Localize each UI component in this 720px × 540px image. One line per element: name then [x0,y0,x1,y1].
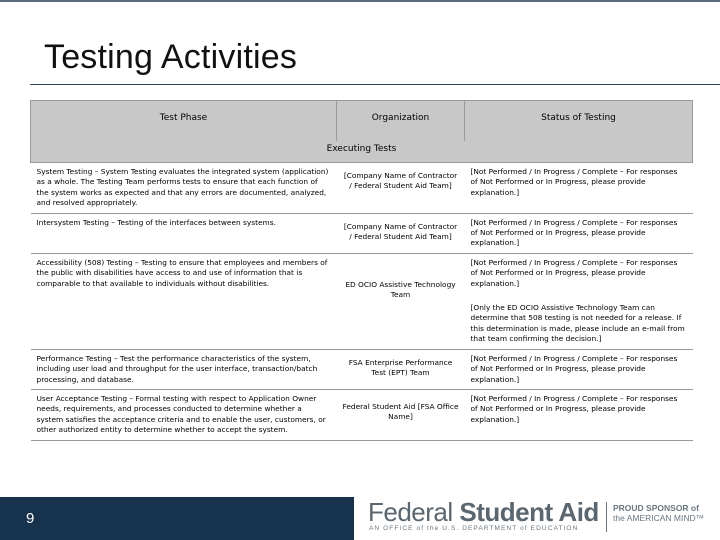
cell-phase: User Acceptance Testing – Formal testing with respect to Application Owner needs, requirements, and processes conducted to determine whether a system satisfies the acceptance criteria and to enable the user, customers, or other authorized entity to determine whether to accept the system. [31,389,337,440]
cell-phase: Accessibility (508) Testing – Testing to ensure that employees and members of the public with disabilities have access to and use of information that is comparable to that available to individuals without disabilities. [31,253,337,349]
cell-phase: Performance Testing – Test the performance characteristics of the system, including user load and throughput for the user interface, transaction/batch processing, and database. [31,349,337,389]
table-group-row [31,141,693,163]
top-rule [0,0,720,2]
cell-phase: Intersystem Testing – Testing of the interfaces between systems. [31,213,337,253]
cell-organization: [Company Name of Contractor / Federal Student Aid Team] [337,213,465,253]
table-header-row [31,101,693,141]
cell-status [465,163,693,214]
logo-divider [606,502,607,532]
logo-brand-bold: Student Aid [459,497,599,527]
sponsor-line-1: PROUD SPONSOR of [613,503,699,513]
status-text: [Not Performed / In Progress / Complete – For responses of Not Performed or In Progress, please provide explanation.] [470,257,678,288]
table-row [31,213,693,253]
table-row [31,349,693,389]
status-note: [Only the ED OCIO Assistive Technology Team can determine that 508 testing is not needed for a release. If this determination is made, please include an e-mail from that team confirming the decision.] [470,303,685,344]
table-row [31,163,693,214]
logo-brand-regular: Federal [368,497,460,527]
table-row [31,389,693,440]
title-rule [30,84,720,85]
header-status: Status of Testing [465,101,693,141]
cell-organization: FSA Enterprise Performance Test (EPT) Team [337,349,465,389]
slide-title: Testing Activities [44,38,298,76]
cell-organization: Federal Student Aid [FSA Office Name] [337,389,465,440]
status-text: [Not Performed / In Progress / Complete – For responses of Not Performed or In Progress, please provide explanation.] [470,393,678,424]
table-row [31,253,693,349]
cell-status [465,213,693,253]
status-text: [Not Performed / In Progress / Complete – For responses of Not Performed or In Progress, please provide explanation.] [470,217,678,248]
page-number-box [0,497,354,540]
cell-status [465,253,693,349]
header-executing-tests: Executing Tests [31,141,693,163]
status-text: [Not Performed / In Progress / Complete – For responses of Not Performed or In Progress, please provide explanation.] [470,353,678,384]
federal-student-aid-logo [368,497,599,528]
cell-organization: ED OCIO Assistive Technology Team [337,253,465,349]
cell-status [465,389,693,440]
cell-phase: System Testing – System Testing evaluates the integrated system (application) as a whole. The Testing Team performs tests to ensure that each function of the system works as expected and that any errors are documented, analyzed, and resolved appropriately. [31,163,337,214]
sponsor-tagline [613,503,704,523]
cell-organization: [Company Name of Contractor / Federal Student Aid Team] [337,163,465,214]
cell-status [465,349,693,389]
status-text: [Not Performed / In Progress / Complete – For responses of Not Performed or In Progress, please provide explanation.] [470,167,678,197]
logo-subtitle: AN OFFICE of the U.S. DEPARTMENT of EDUCATION [369,525,579,532]
header-organization: Organization [337,101,465,141]
header-test-phase: Test Phase [31,101,337,141]
testing-activities-table [30,100,693,441]
page-number: 9 [26,510,35,527]
sponsor-line-2: the AMERICAN MIND™ [613,513,705,523]
